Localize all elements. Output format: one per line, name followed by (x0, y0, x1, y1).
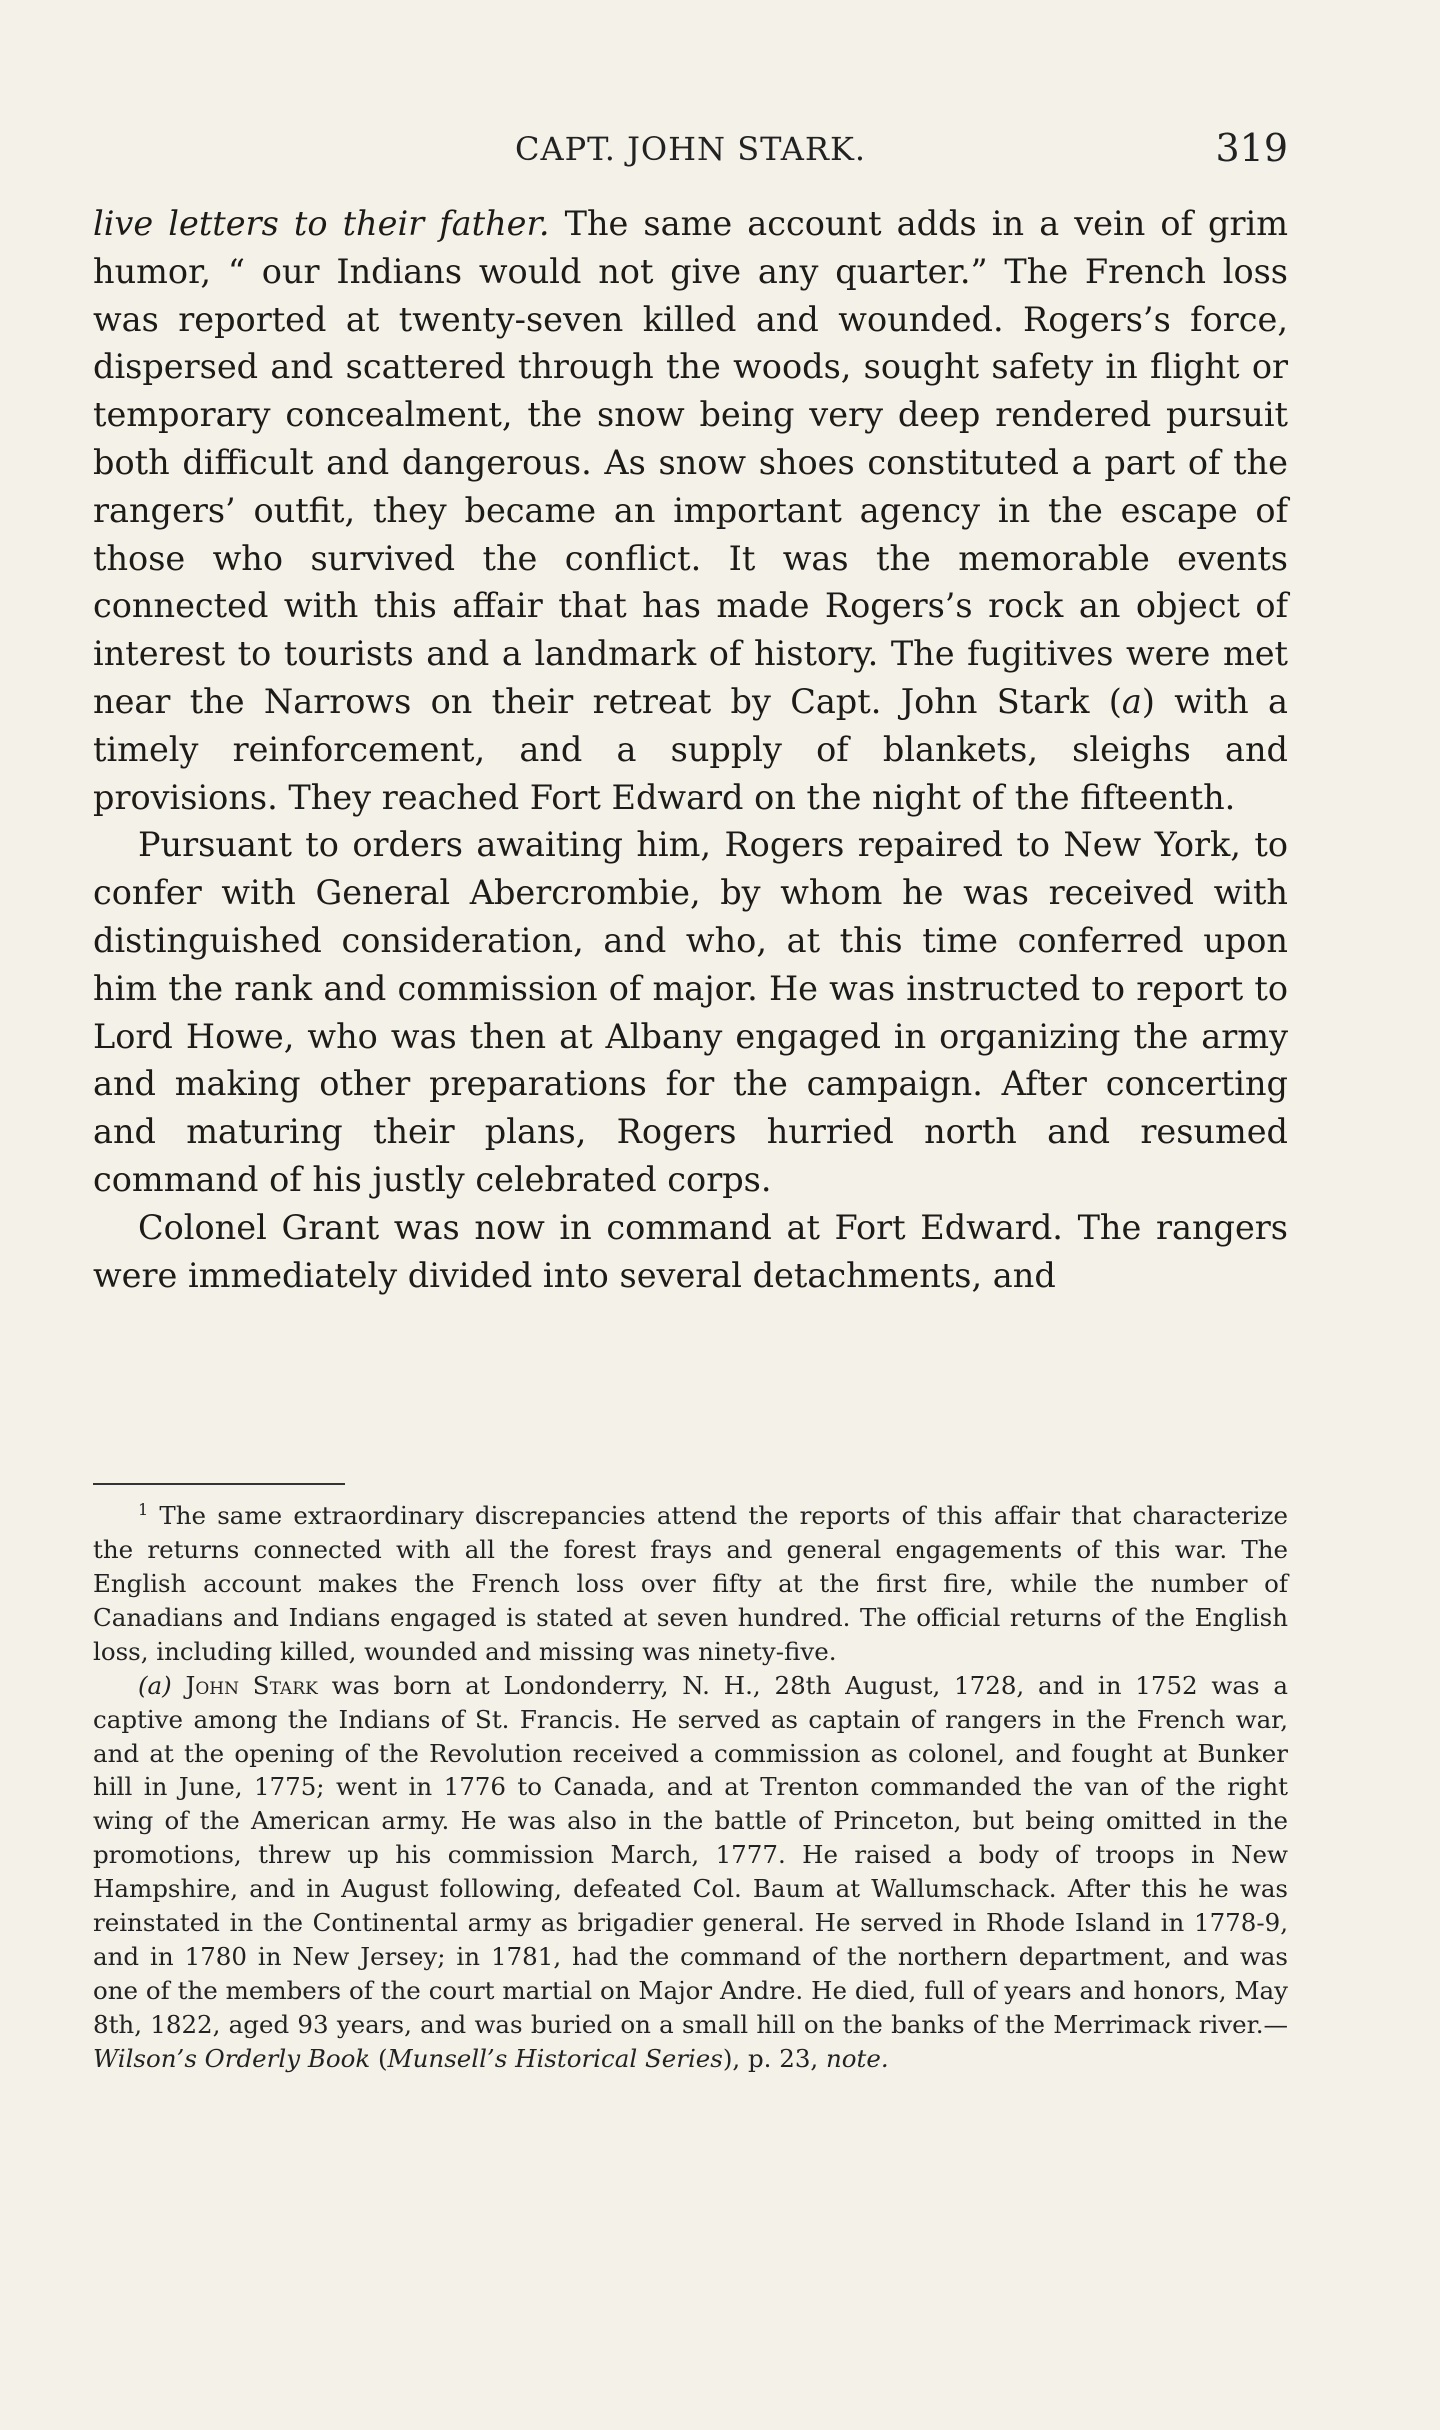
footnote-a-text: was born at Londonderry, N. H., 28th August, 1728, and in 1752 was a captive among the Indians of St. Francis. He served as captain of rangers in the French war, and at the opening of the Revolution received a commission as colonel, and fought at Bunker hill in June, 1775; went in 1776 to Canada, and at Trenton commanded the van of the right wing of the American army. He was also in the battle of Princeton, but being omitted in the promotions, threw up his commission March, 1777. He raised a body of troops in New Hampshire, and in August following, defeated Col. Baum at Wallumschack. After this he was reinstated in the Continental army as brigadier general. He served in Rhode Island in 1778-9, and in 1780 in New Jersey; in 1781, had the command of the northern department, and was one of the members of the court martial on Major Andre. He died, full of years and honors, May 8th, 1822, aged 93 years, and was buried on a small hill on the banks of the Merrimack river.— (93, 1670, 1288, 2039)
page-header (93, 120, 1288, 176)
footnote-a-paren-open: ( (370, 2043, 388, 2073)
footnote-a-paren-close: ), p. 23, (722, 2043, 827, 2073)
paragraph-1-end: ) with a timely reinforcement, and a supply of blankets, sleighs and provisions. They reached Fort Edward on the night of the fifteenth. (93, 681, 1289, 817)
paragraph-1-text: The same account adds in a vein of grim humor, “ our Indians would not give any quarter.” The French loss was reported at twenty-seven killed and wounded. Rogers’s force, dispersed and scattered through the woods, sought safety in flight or temporary concealment, the snow being very deep rendered pursuit both difficult and dangerous. As snow shoes constituted a part of the rangers’ outfit, they became an important agency in the escape of those who survived the conflict. It was the memorable events connected with this affair that has made Rogers’s rock an object of interest to tourists and a landmark of history. The fugitives were met near the Narrows on their retreat by Capt. John Stark ( (93, 204, 1288, 721)
footnote-a-series: Munsell’s Historical Series (387, 2043, 723, 2073)
paragraph-2: Pursuant to orders awaiting him, Rogers repaired to New York, to confer with General Abercrombie, by whom he was received with distinguished consideration, and who, at this time conferred upon him the rank and commission of major. He was instructed to report to Lord Howe, who was then at Albany engaged in organizing the army and making other preparations for the campaign. After concerting and maturing their plans, Rogers hurried north and resumed command of his justly celebrated corps. (93, 825, 1288, 1199)
footnote-a-note: note. (826, 2043, 889, 2073)
footnote-1-marker: 1 (138, 1500, 149, 1519)
page-number: 319 (1215, 126, 1288, 170)
paragraph-3: Colonel Grant was now in command at Fort Edward. The rangers were immediately divided into several detachments, and (93, 1207, 1288, 1295)
main-text (93, 200, 1288, 1299)
footnotes (93, 1493, 1288, 2076)
footnote-1-text: The same extraordinary discrepancies attend the reports of this affair that characterize the returns connected with all the forest frays and general engagements of this war. The English account makes the French loss over fifty at the first fire, while the number of Canadians and Indians engaged is stated at seven hundred. The official returns of the English loss, including killed, wounded and missing was ninety-five. (93, 1501, 1288, 1666)
footnote-a (93, 1669, 1288, 2076)
footnote-ref-a: a (1121, 681, 1142, 721)
footnote-1 (93, 1493, 1288, 1669)
running-head: CAPT. JOHN STARK. (514, 130, 867, 168)
footnote-a-marker: (a) (138, 1670, 172, 1700)
paragraph-1-italic-lead: live letters to their father. (93, 204, 550, 243)
paragraph-1 (93, 200, 1288, 821)
footnote-a-source: Wilson’s Orderly Book (93, 2043, 371, 2073)
footnote-a-name: John Stark (185, 1670, 318, 1700)
footnote-divider (93, 1483, 345, 1485)
